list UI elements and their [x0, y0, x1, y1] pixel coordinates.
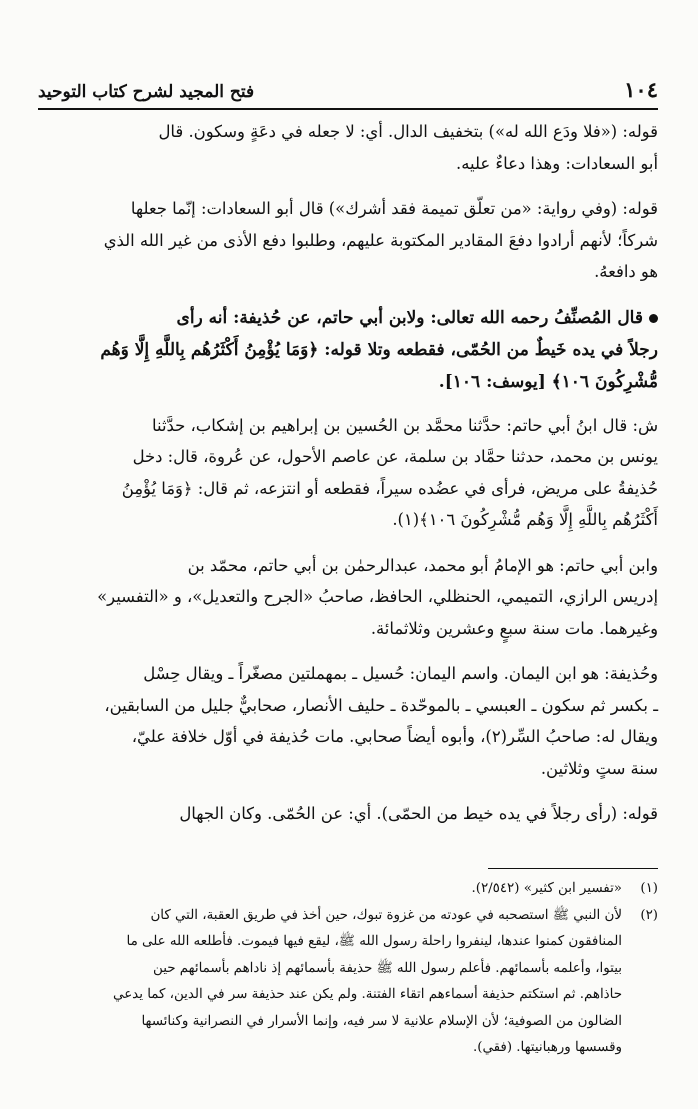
page-header [38, 66, 658, 110]
text-line: قوله: («فلا ودَع الله له») بتخفيف الدال. أي: لا جعله في دعَةٍ وسكون. قال [158, 122, 658, 141]
footnote-line: الضالون من الصوفية؛ لأن الإسلام علانية لا سر فيه، وإنما الأسرار في النصرانية وكنائسها [141, 1013, 622, 1029]
text-line: مُّشْرِكُونَ ١٠٦﴾ [يوسف: ١٠٦]. [438, 371, 658, 392]
footnotes [38, 876, 658, 1062]
paragraph-hudhayfa [38, 658, 658, 784]
paragraph-ra-a-rajulan [38, 798, 658, 830]
text-line: وحُذيفة: هو ابن اليمان. واسم اليمان: حُسيل ـ بمهملتين مصغّراً ـ ويقال حِسْل [143, 664, 658, 683]
footnote-mark: (٢) [640, 907, 658, 923]
text-line: قوله: (وفي رواية: «من تعلّق تميمة فقد أشرك») قال أبو السعادات: إنّما جعلها [130, 199, 658, 218]
text-line: حُذيفةُ على مريض، فرأى في عضُده سيراً، فقطعه أو انتزعه، ثم قال: ﴿وَمَا يُؤْمِنُ [121, 478, 658, 498]
text-line: قوله: (رأى رجلاً في يده خيط من الحمّى). أي: عن الحُمّى. وكان الجهال [179, 804, 658, 823]
paragraph-sharh [38, 410, 658, 536]
text-line: وابن أبي حاتم: هو الإمامُ أبو محمد، عبدالرحمٰن بن أبي حاتم، محمّد بن [187, 555, 658, 575]
text-line: ـ بكسر ثم سكون ـ العبسي ـ بالموحّدة ـ حليف الأنصار، صحابيٌّ جليل من السابقين، [104, 695, 658, 715]
footnote-2 [38, 903, 658, 1062]
main-text [38, 116, 658, 844]
text-line: شركاً؛ لأنهم أرادوا دفعَ المقادير المكتوبة عليهم، وطلبوا دفع الأذى من غير الله الذي [103, 230, 658, 250]
text-line: أَكْثَرُهُم بِاللَّهِ إِلَّا وَهُم مُّشْرِكُونَ ١٠٦﴾(١). [392, 510, 658, 529]
footnote-1 [38, 876, 658, 903]
text-line: هو دافعهُ. [594, 262, 658, 281]
footnote-line: لأن النبي ﷺ استصحبه في عودته من غزوة تبوك، حين أخذ في طريق العقبة، التي كان [150, 907, 622, 923]
text-line: رجلاً في يده خَيطٌ من الحُمّى، فقطعه وتلا قوله: ﴿وَمَا يُؤْمِنُ أَكْثَرُهُم بِاللَّهِ إِلَّا وَهُم [100, 339, 658, 360]
text-line: أبو السعادات: وهذا دعاءٌ عليه. [456, 153, 658, 173]
footnote-line: وقسسها ورهبانيتها. (فقي). [473, 1040, 622, 1055]
text-line: ويقال له: صاحبُ السِّر(٢)، وأبوه أيضاً صحابي. مات حُذيفة في أوّل خلافة عليّ، [131, 727, 658, 746]
paragraph-fala-wadaa [38, 116, 658, 179]
paragraph-tamima [38, 193, 658, 288]
paragraph-ibn-abi-hatim [38, 550, 658, 645]
text-line: إدريس الرازي، التميمي، الحنظلي، الحافظ، صاحبُ «الجرح والتعديل»، و «التفسير» [97, 587, 658, 606]
running-title: فتح المجيد لشرح كتاب التوحيد [38, 82, 255, 102]
footnote-line: بيتوا، وأعلمه بأسمائهم. فأعلم رسول الله ﷺ حذيفة بأسمائهم إذ ناداهم بأسمائهم حين [153, 960, 622, 976]
page-number: ١٠٤ [624, 77, 658, 102]
footnote-line: حاذاهم. ثم استكتم حذيفة أسماءهم اتقاء الفتنة. ولم يكن عند حذيفة سر في الدين، كما يدعي [113, 987, 622, 1002]
text-line: سنة ستٍ وثلاثين. [540, 758, 658, 778]
footnote-line: «تفسير ابن كثير» (٢/٥٤٢). [471, 881, 622, 896]
footnote-mark: (١) [640, 881, 658, 896]
text-line: قال المُصنِّفُ رحمه الله تعالى: ولابن أبي حاتم، عن حُذيفة: أنه رأى [176, 307, 643, 328]
author-statement [38, 302, 658, 398]
text-line: ش: قال ابنُ أبي حاتم: حدَّثنا محمَّد بن الحُسين بن إبراهيم بن إشكاب، حدَّثنا [152, 415, 658, 435]
text-line: وغيرهما. مات سنة سبعٍ وعشرين وثلاثمائة. [370, 618, 658, 638]
footnote-separator [488, 868, 658, 869]
footnote-line: المنافقون كمنوا عندها، لينفروا راحلة رسول الله ﷺ، ليقع فيها فيموت. فأطلعه الله على ما [126, 934, 622, 949]
text-line: يونس بن محمد، حدثنا حمَّاد بن سلمة، عن عاصم الأحول، عن عُروة، قال: دخل [132, 447, 658, 466]
bullet-icon [649, 314, 658, 323]
